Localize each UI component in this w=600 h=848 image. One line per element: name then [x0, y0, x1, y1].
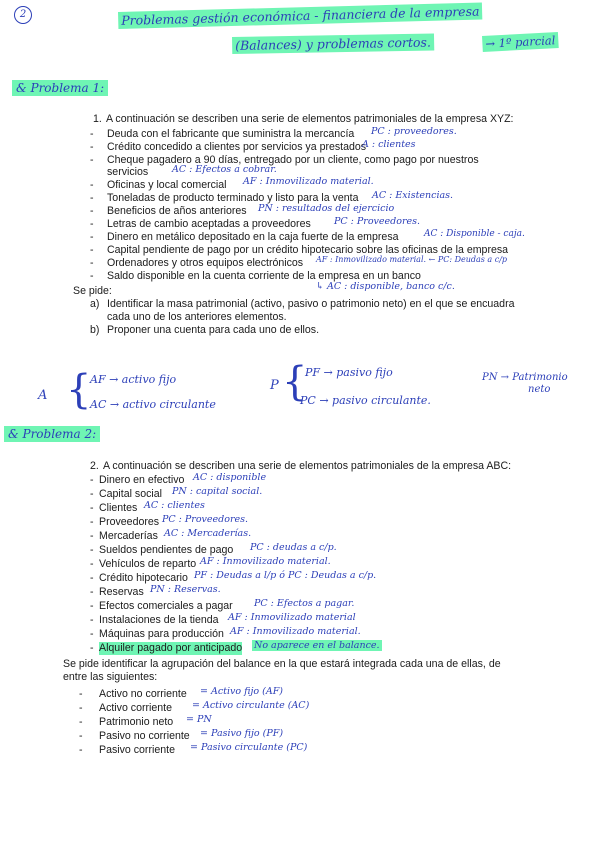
page-number-circle: 2 [14, 6, 32, 24]
list-dash: - [90, 628, 94, 640]
list-item: Ordenadores y otros equipos electrónicos [107, 257, 304, 269]
list-dash: - [90, 572, 94, 584]
list-dash: - [90, 558, 94, 570]
handwritten-note: PC : Efectos a pagar. [254, 598, 355, 609]
handwritten-note: = Pasivo circulante (PC) [190, 742, 308, 753]
list-item: Deuda con el fabricante que suministra la mercancía [107, 128, 355, 140]
list-dash: - [90, 218, 94, 230]
group-item: Pasivo no corriente [99, 730, 190, 742]
handwritten-note: PN : resultados del ejercicio [258, 203, 395, 214]
problem2-heading: & Problema 2: [4, 426, 100, 442]
list-item: Instalaciones de la tienda [99, 614, 219, 626]
problem2-se-pide-line2: entre las siguientes: [63, 671, 158, 683]
list-item: Saldo disponible en la cuenta corriente de la empresa en un banco [107, 270, 421, 282]
list-dash: - [90, 205, 94, 217]
list-item-highlighted: Alquiler pagado por anticipado [99, 642, 243, 654]
handwritten-note: AF : Inmovilizado material. [243, 176, 374, 187]
handwritten-note: AF : Inmovilizado material. [230, 626, 361, 637]
list-dash: - [79, 744, 83, 756]
list-item: Dinero en metálico depositado en la caja fuerte de la empresa [107, 231, 399, 243]
list-dash: - [90, 544, 94, 556]
list-dash: - [90, 502, 94, 514]
legend-a-letter: A [38, 388, 48, 403]
header-title-right: → 1º parcial [482, 32, 559, 52]
task-text: Proponer una cuenta para cada uno de ellos. [107, 324, 320, 336]
legend-brace-p: { [282, 359, 308, 405]
header-title-line1: Problemas gestión económica - financiera de la empresa [118, 2, 483, 29]
list-dash: - [90, 642, 94, 654]
handwritten-note: A : clientes [362, 139, 416, 150]
list-dash: - [90, 244, 94, 256]
group-item: Activo corriente [99, 702, 173, 714]
legend-pc: PC → pasivo circulante. [300, 394, 431, 407]
list-item-continuation: servicios [107, 166, 149, 178]
handwritten-note: PC : proveedores. [371, 126, 457, 137]
handwritten-note: PF : Deudas a l/p ó PC : Deudas a c/p. [194, 570, 377, 581]
list-item: Toneladas de producto terminado y listo para la venta [107, 192, 359, 204]
list-dash: - [90, 257, 94, 269]
list-item: Proveedores [99, 516, 160, 528]
handwritten-note: AF : Inmovilizado material [228, 612, 356, 623]
list-item: Capital social [99, 488, 163, 500]
list-dash: - [90, 179, 94, 191]
handwritten-note: AC : Existencias. [372, 190, 454, 201]
legend-pn1: PN → Patrimonio [482, 372, 568, 383]
handwritten-note: AF : Inmovilizado material. [200, 556, 331, 567]
legend-pn2: neto [528, 384, 551, 395]
problem1-number: 1. [93, 113, 102, 125]
list-dash: - [79, 730, 83, 742]
handwritten-note: = PN [186, 714, 212, 725]
list-item: Dinero en efectivo [99, 474, 185, 486]
list-dash: - [79, 702, 83, 714]
handwritten-note: AC : Efectos a cobrar. [172, 164, 277, 175]
handwritten-note: PC : deudas a c/p. [250, 542, 337, 553]
list-dash: - [90, 154, 94, 166]
handwritten-note: PC : Proveedores. [334, 216, 421, 227]
problem1-se-pide: Se pide: [73, 285, 112, 297]
task-label: b) [90, 324, 100, 336]
group-item: Patrimonio neto [99, 716, 174, 728]
list-item: Beneficios de años anteriores [107, 205, 247, 217]
list-dash: - [79, 688, 83, 700]
legend-ac: AC → activo circulante [90, 398, 216, 411]
handwritten-note: = Pasivo fijo (PF) [200, 728, 284, 739]
list-item: Reservas [99, 586, 144, 598]
handwritten-note: ↳ AC : disponible, banco c/c. [316, 281, 455, 292]
list-item: Cheque pagadero a 90 días, entregado por un cliente, como pago por nuestros [107, 154, 479, 166]
list-item: Crédito hipotecario [99, 572, 188, 584]
list-item: Sueldos pendientes de pago [99, 544, 234, 556]
list-item: Crédito concedido a clientes por servicios ya prestados [107, 141, 367, 153]
list-item: Oficinas y local comercial [107, 179, 227, 191]
task-text: Identificar la masa patrimonial (activo, pasivo o patrimonio neto) en el que se encuadra [107, 298, 515, 310]
handwritten-note: AC : Disponible - caja. [424, 229, 525, 239]
list-dash: - [90, 474, 94, 486]
list-item: Capital pendiente de pago por un crédito hipotecario sobre las oficinas de la empresa [107, 244, 509, 256]
problem2-number: 2. [90, 460, 99, 472]
handwritten-note: = Activo fijo (AF) [200, 686, 284, 697]
problem2-intro: A continuación se describen una serie de elementos patrimoniales de la empresa ABC: [103, 460, 512, 472]
list-dash: - [90, 488, 94, 500]
handwritten-note: AC : clientes [144, 500, 205, 511]
problem2-se-pide-line1: Se pide identificar la agrupación del balance en la que estará integrada cada una de ellas, de [63, 658, 501, 670]
task-label: a) [90, 298, 100, 310]
handwritten-note: PN : Reservas. [150, 584, 221, 595]
list-dash: - [90, 270, 94, 282]
group-item: Pasivo corriente [99, 744, 175, 756]
list-dash: - [90, 614, 94, 626]
list-dash: - [90, 600, 94, 612]
list-item: Mercaderías [99, 530, 158, 542]
list-dash: - [90, 516, 94, 528]
list-item: Vehículos de reparto [99, 558, 197, 570]
list-dash: - [90, 128, 94, 140]
list-dash: - [79, 716, 83, 728]
handwritten-note: AC : disponible [193, 472, 267, 483]
list-dash: - [90, 141, 94, 153]
list-item: Letras de cambio aceptadas a proveedores [107, 218, 311, 230]
handwritten-note: AF : Inmovilizado material. ← PC: Deudas a c/p [316, 255, 508, 264]
list-dash: - [90, 192, 94, 204]
list-item: Clientes [99, 502, 138, 514]
handwritten-note: PC : Proveedores. [162, 514, 249, 525]
header-title-line2: (Balances) y problemas cortos. [232, 33, 434, 54]
list-dash: - [90, 530, 94, 542]
handwritten-note: AC : Mercaderías. [164, 528, 252, 539]
list-item: Efectos comerciales a pagar [99, 600, 233, 612]
list-dash: - [90, 586, 94, 598]
handwritten-note: PN : capital social. [172, 486, 263, 497]
list-dash: - [90, 231, 94, 243]
handwritten-note-highlighted: No aparece en el balance. [254, 640, 380, 651]
legend-brace-a: { [66, 367, 92, 413]
problem1-intro: A continuación se describen una serie de elementos patrimoniales de la empresa XYZ: [106, 113, 514, 125]
legend-pf: PF → pasivo fijo [305, 366, 393, 379]
group-item: Activo no corriente [99, 688, 187, 700]
handwritten-note: = Activo circulante (AC) [192, 700, 310, 711]
legend-p-letter: P [270, 378, 279, 393]
problem1-heading: & Problema 1: [12, 80, 108, 96]
list-item: Máquinas para producción [99, 628, 224, 640]
legend-af: AF → activo fijo [90, 373, 177, 386]
task-text: cada uno de los anteriores elementos. [107, 311, 287, 323]
